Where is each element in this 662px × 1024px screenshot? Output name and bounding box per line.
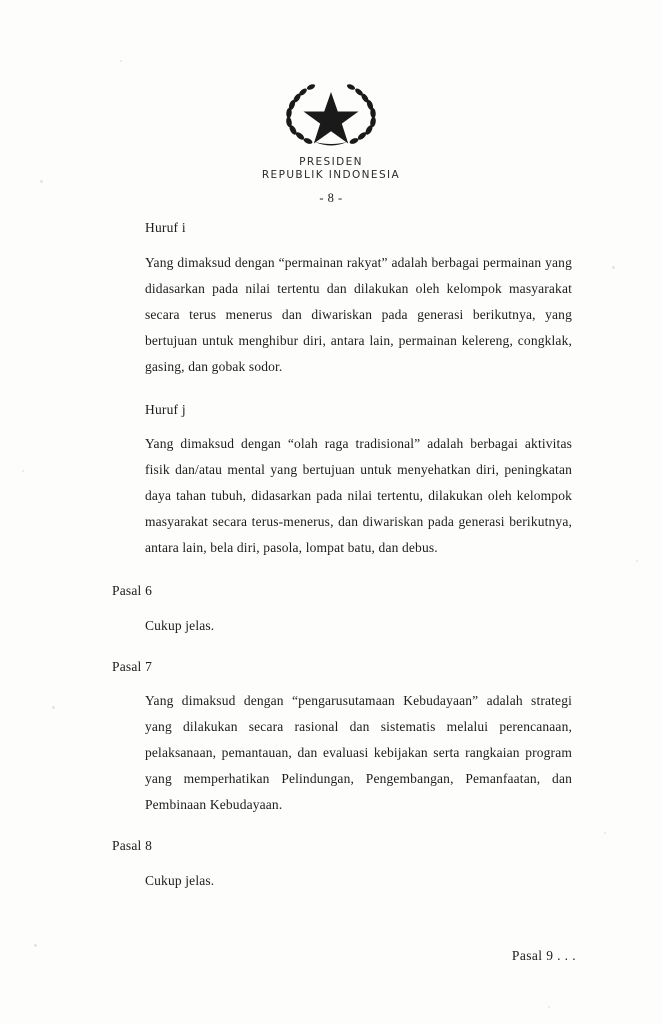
paper-speck [548,1006,550,1008]
paper-speck [34,944,37,947]
paper-speck [636,560,638,562]
section-paragraph: Yang dimaksud dengan “permainan rakyat” adalah berbagai permainan yang didasarkan pada nilai tertentu dan dilakukan oleh kelompok masyarakat secara terus menerus dan diwariskan pada generasi berikutnya, yang bertujuan untuk menghibur diri, antara lain, permainan kelereng, congklak, gasing, dan gobak sodor. [145,254,572,374]
section-huruf-j [112,402,572,562]
section-pasal-8 [112,838,572,894]
section-paragraph: Cukup jelas. [145,872,215,888]
continuation-note: Pasal 9 . . . [511,948,576,963]
section-paragraph: Cukup jelas. [145,617,215,633]
section-paragraph: Yang dimaksud dengan “olah raga tradisional” adalah berbagai aktivitas fisik dan/atau mental yang bertujuan untuk menyehatkan diri, peningkatan daya tahan tubuh, didasarkan pada nilai tertentu, dilakukan oleh kelompok masyarakat secara terus-menerus, dan diwariskan pada generasi berikutnya, antara lain, bela diri, pasola, lompat batu, dan debus. [145,436,572,555]
page-number: - 8 - [319,191,343,205]
paper-speck [120,60,122,62]
section-heading: Huruf i [145,220,186,235]
paper-speck [52,706,55,709]
paper-speck [612,266,615,269]
section-pasal-7 [112,659,572,819]
paper-speck [40,180,43,183]
section-huruf-i [112,220,572,380]
section-pasal-6 [112,583,572,639]
paper-speck [604,832,606,834]
section-heading: Huruf j [145,401,186,417]
document-body [0,220,662,894]
emblem-caption-line1: PRESIDEN [299,156,363,168]
section-paragraph: Yang dimaksud dengan “pengarusutamaan Kebudayaan” adalah strategi yang dilakukan secara rasional dan sistematis melalui perencanaan, pelaksanaan, pemantauan, dan evaluasi kebijakan serta rangkaian program yang memperhatikan Pelindungan, Pengembangan, Pemanfaatan, dan Pembinaan Kebudayaan. [145,693,572,812]
document-header [0,0,662,206]
section-heading: Pasal 8 [112,838,153,853]
presidential-emblem-icon [277,78,385,150]
section-heading: Pasal 6 [112,583,153,598]
emblem-caption [0,156,662,182]
paper-speck [22,470,24,472]
section-heading: Pasal 7 [112,658,153,674]
emblem-caption-line2: REPUBLIK INDONESIA [261,169,401,181]
